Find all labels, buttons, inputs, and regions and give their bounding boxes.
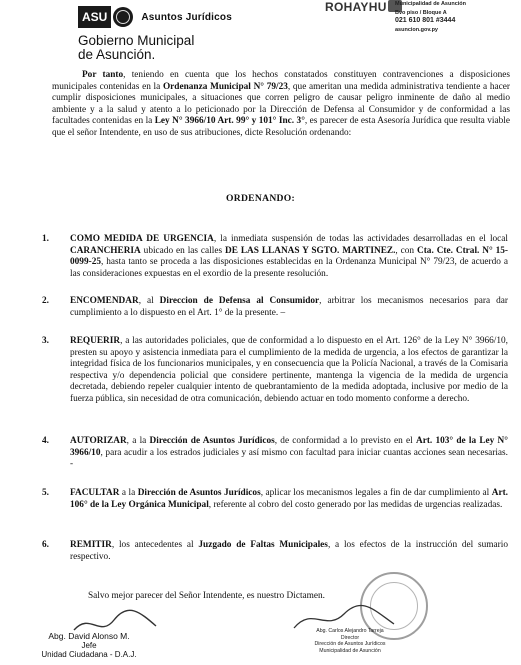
asu-logo: ASU — [78, 6, 111, 28]
list-item — [42, 488, 508, 511]
intro-lead: Por tanto — [82, 70, 124, 80]
intro-text-2: , que ameritan una medida administrativa tendiente a hacer cumplir disposiciones municipales, a situaciones que corren peligro de causar peligro inminente de daño al medio ambiente y a la salud y atento a lo peticionado por la Dirección de Defensa al Consumidor y de conformidad a las facultades contenidas en la — [52, 81, 510, 127]
item-segment: , la inmediata suspensión de todas las actividades desarrolladas en el local — [213, 234, 509, 244]
closing-statement: Salvo mejor parecer del Señor Intendente, es nuestro Dictamen. — [88, 591, 325, 601]
brand-text: ROHAYHU — [325, 0, 387, 14]
list-item — [42, 336, 508, 406]
item-keyword: ENCOMENDAR — [70, 296, 139, 306]
item-number: 1. — [42, 234, 49, 244]
signatory-left-name: Abg. David Alonso M. — [48, 631, 130, 641]
signatory-right — [270, 628, 430, 654]
item-text — [70, 336, 508, 406]
item-segment: , con — [395, 245, 417, 256]
item-number: 4. — [42, 436, 49, 446]
item-bold-segment: Dirección de Asuntos Jurídicos — [137, 488, 261, 498]
section-title: ORDENANDO: — [225, 193, 296, 204]
item-bold-segment: Dirección de Asuntos Jurídicos — [149, 436, 275, 446]
contact-line2: Bvo piso / Bloque A — [395, 9, 447, 16]
contact-info — [395, 0, 466, 34]
item-keyword: AUTORIZAR — [70, 436, 127, 446]
item-segment: , referente al cobro del costo generado por las medidas de urgencias realizadas. — [208, 499, 503, 510]
list-item — [42, 436, 508, 471]
item-keyword: FACULTAR — [70, 488, 120, 498]
signatory-right-unit1: Dirección de Asuntos Jurídicos — [314, 641, 386, 647]
contact-web: asuncion.gov.py — [395, 26, 438, 33]
signatory-right-name: Abg. Carlos Alejandro Tarreja — [316, 628, 384, 634]
item-segment: , arbitrar los mecanismos necesarios para dar cumplimiento a lo dispuesto en el Art. 1° de la presente. – — [70, 296, 508, 318]
logo-row — [78, 6, 298, 28]
signatory-left-unit: Unidad Ciudadana - D.A.J. — [41, 650, 137, 659]
item-number: 2. — [42, 296, 49, 306]
item-segment: , aplicar los mecanismos legales a fin de dar cumplimiento al — [260, 488, 492, 498]
brand-name — [325, 0, 402, 14]
item-segment: , los antecedentes al — [111, 540, 199, 550]
contact-line1: Municipalidad de Asunción — [395, 1, 466, 7]
item-text — [70, 296, 508, 319]
signatory-right-unit2: Municipalidad de Asunción — [319, 647, 381, 654]
item-segment: , al — [138, 296, 160, 306]
org-name-line1: Gobierno Municipal — [78, 33, 195, 48]
department-name: Asuntos Jurídicos — [141, 11, 232, 23]
item-segment: , de conformidad a lo previsto en el — [274, 436, 416, 446]
intro-text-1: , teniendo en cuenta que los hechos constatados constituyen contravenciones a disposiciones municipales contenidas en la — [52, 70, 510, 92]
item-number: 3. — [42, 336, 49, 346]
item-segment: , a los efectos de la instrucción del sumario respectivo. — [70, 540, 508, 562]
item-bold-segment: Cta. Cte. Ctral. N° 15-0099-25 — [70, 245, 508, 268]
item-bold-segment: DE LAS LLANAS Y SGTO. MARTINEZ. — [225, 245, 396, 256]
item-bold-segment: CARANCHERIA — [70, 245, 141, 256]
signatory-left-role: Jefe — [81, 641, 97, 650]
item-bold-segment: Art. 106° de la Ley Orgánica Municipal — [70, 488, 509, 510]
list-item — [42, 540, 508, 563]
signatory-right-role: Director — [340, 634, 360, 641]
intro-ordinance: Ordenanza Municipal N° 79/23 — [162, 81, 288, 92]
item-segment: , a las autoridades policiales, que de conformidad a lo dispuesto en el Art. 126° de la Ley N° 3966/10, presten su apoyo y asistencia inmediata para el cumplimiento de la medida de urgencia, a los efectos de garantizar la integridad física de los funcionarios municipales, y en consecuencia que la Policía Nacional, a través de la Comisaria respectiva y/o dependencia policial que considere pertinente, mantenga la vigencia de la medida de urgencia decretada, debiendo repeler cualquier intento de quebrantamiento de la medida adoptada, inclusive por medio de la fuerza pública, sin necesidad de otra comunicación, debiendo actuar en todo momento conforme a derecho. — [70, 336, 508, 404]
item-segment: ubicado en las calles — [140, 245, 226, 256]
item-text — [70, 488, 508, 511]
item-text — [70, 436, 508, 471]
seal-icon — [113, 7, 133, 27]
item-bold-segment: Art. 103° de la Ley N° 3966/10 — [70, 436, 508, 458]
item-keyword: REQUERIR — [70, 336, 121, 346]
list-item — [42, 234, 508, 280]
item-number: 6. — [42, 540, 49, 550]
item-text — [70, 234, 508, 280]
org-name-line2: de Asunción. — [78, 47, 156, 62]
item-bold-segment: Direccion de Defensa al Consumidor — [159, 296, 320, 306]
list-item — [42, 296, 508, 319]
item-number: 5. — [42, 488, 49, 498]
item-text — [70, 540, 508, 563]
item-keyword: REMITIR — [70, 540, 112, 550]
letterhead — [78, 6, 298, 62]
contact-phone: 021 610 801 #3444 — [395, 17, 456, 25]
signatory-left — [34, 632, 144, 659]
item-bold-segment: Juzgado de Faltas Municipales — [198, 540, 328, 550]
item-segment: a la — [119, 488, 138, 498]
item-segment: , para acudir a los estrados judiciales y así mismo con facultad para iniciar cuantas acciones sean necesarias. - — [70, 447, 508, 470]
item-segment: , a la — [126, 436, 150, 446]
intro-text-3: , es parecer de esta Asesoría Jurídica que resulta viable que el señor Intendente, en uso de sus atribuciones, dicte Resolución ordenando: — [52, 116, 510, 138]
intro-law: Ley N° 3966/10 Art. 99° y 101° Inc. 3° — [154, 116, 305, 127]
intro-paragraph — [52, 70, 510, 140]
item-segment: , hasta tanto se proceda a las disposiciones establecidas en la Ordenanza Municipal N° 79/23, de acuerdo a las consideraciones expuestas en el exordio de la presente resolución. — [70, 257, 508, 279]
item-keyword: COMO MEDIDA DE URGENCIA — [70, 234, 214, 244]
